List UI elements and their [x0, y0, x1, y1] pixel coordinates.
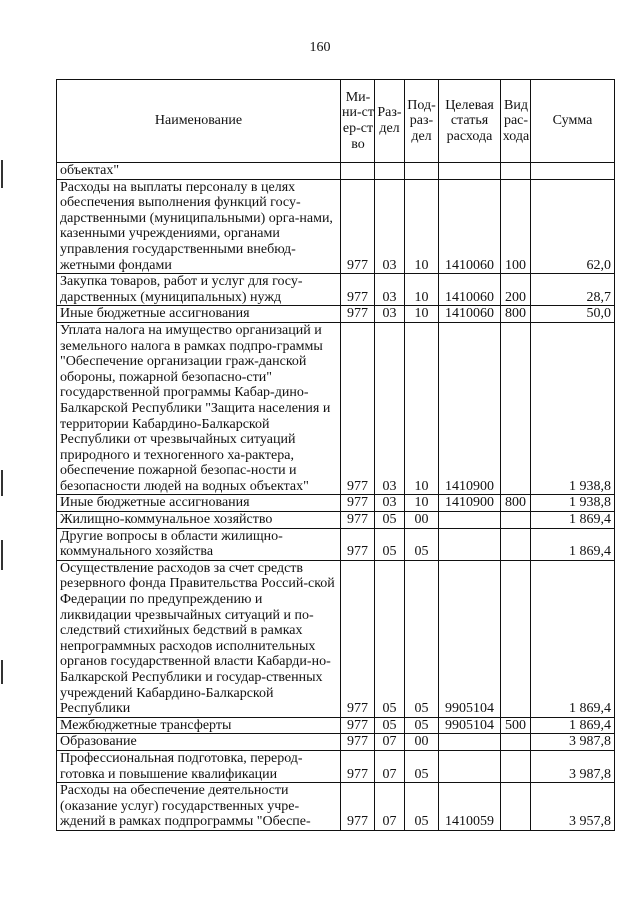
- row-type: [501, 322, 531, 495]
- row-target: 1410059: [439, 783, 501, 831]
- table-row: [57, 306, 615, 323]
- row-type: 100: [501, 179, 531, 274]
- row-target: 9905104: [439, 717, 501, 734]
- row-sum: 28,7: [531, 274, 615, 306]
- row-target: [439, 750, 501, 782]
- row-section: 07: [375, 734, 405, 751]
- header-name: Наименование: [57, 80, 341, 163]
- row-ministry: 977: [341, 717, 375, 734]
- row-name: Межбюджетные трансферты: [57, 717, 341, 734]
- row-type: 200: [501, 274, 531, 306]
- row-name: Иные бюджетные ассигнования: [57, 495, 341, 512]
- row-name: Жилищно-коммунальное хозяйство: [57, 512, 341, 529]
- row-type: [501, 163, 531, 180]
- row-subsection: 00: [405, 734, 439, 751]
- row-section: 05: [375, 528, 405, 560]
- scan-mark: [1, 470, 3, 496]
- table-row: [57, 322, 615, 495]
- table-row: [57, 717, 615, 734]
- row-ministry: 977: [341, 306, 375, 323]
- row-name: Осуществление расходов за счет средств резервного фонда Правительства Россий-ской Федерации по предупреждению и ликвидации чрезвычайных ситуаций и по-следствий стихийных бедствий в рамках непрограммных расходов исполнительных органов государственной власти Кабарди-но-Балкарской Республики и государ-ственных учреждений Кабардино-Балкарской Республики: [57, 560, 341, 717]
- table-row: [57, 179, 615, 274]
- table-row: [57, 734, 615, 751]
- row-subsection: 10: [405, 322, 439, 495]
- row-target: 1410060: [439, 306, 501, 323]
- header-sum: Сумма: [531, 80, 615, 163]
- row-sum: 1 938,8: [531, 322, 615, 495]
- table-row: [57, 783, 615, 831]
- row-section: 03: [375, 322, 405, 495]
- row-subsection: 00: [405, 512, 439, 529]
- row-ministry: [341, 163, 375, 180]
- row-ministry: 977: [341, 512, 375, 529]
- row-type: 500: [501, 717, 531, 734]
- page-number: 160: [309, 40, 331, 55]
- row-type: [501, 560, 531, 717]
- row-subsection: 10: [405, 179, 439, 274]
- header-ministry: [341, 80, 375, 163]
- row-type: 800: [501, 495, 531, 512]
- row-sum: [531, 163, 615, 180]
- header-subsection: [405, 80, 439, 163]
- row-ministry: 977: [341, 179, 375, 274]
- row-ministry: 977: [341, 322, 375, 495]
- row-sum: 62,0: [531, 179, 615, 274]
- row-target: 1410060: [439, 179, 501, 274]
- row-name: Уплата налога на имущество организаций и земельного налога в рамках подпро-граммы "Обеспечение организации граж-данской обороны, пожарной безопасно-сти" государственной программы Кабар-дино-Балкарской Республики "Защита населения и территории Кабардино-Балкарской Республики от чрезвычайных ситуаций природного и техногенного ха-рактера, обеспечение пожарной безопас-ности и безопасности людей на водных объектах": [57, 322, 341, 495]
- header-section: [375, 80, 405, 163]
- row-target: [439, 163, 501, 180]
- row-type: [501, 783, 531, 831]
- table-row: [57, 274, 615, 306]
- row-section: 03: [375, 179, 405, 274]
- row-type: [501, 528, 531, 560]
- row-target: 1410900: [439, 322, 501, 495]
- row-sum: 1 869,4: [531, 560, 615, 717]
- row-section: [375, 163, 405, 180]
- table-row: [57, 528, 615, 560]
- row-name: объектах": [57, 163, 341, 180]
- row-name: Расходы на обеспечение деятельности (оказание услуг) государственных учре-ждений в рамках подпрограммы "Обеспе-: [57, 783, 341, 831]
- row-subsection: 10: [405, 306, 439, 323]
- row-sum: 1 938,8: [531, 495, 615, 512]
- row-sum: 1 869,4: [531, 528, 615, 560]
- row-target: 1410900: [439, 495, 501, 512]
- row-subsection: 05: [405, 783, 439, 831]
- table-row: [57, 495, 615, 512]
- table-row: [57, 163, 615, 180]
- table-row: [57, 750, 615, 782]
- row-section: 03: [375, 274, 405, 306]
- table-row: [57, 560, 615, 717]
- row-subsection: 05: [405, 750, 439, 782]
- row-ministry: 977: [341, 274, 375, 306]
- row-sum: 3 987,8: [531, 750, 615, 782]
- row-section: 07: [375, 783, 405, 831]
- row-section: 05: [375, 512, 405, 529]
- row-target: [439, 734, 501, 751]
- row-sum: 3 957,8: [531, 783, 615, 831]
- row-ministry: 977: [341, 560, 375, 717]
- header-subsection-label: Под-раз-дел: [407, 97, 436, 144]
- row-name: Образование: [57, 734, 341, 751]
- scan-mark: [1, 160, 3, 188]
- row-type: [501, 750, 531, 782]
- row-section: 05: [375, 717, 405, 734]
- row-ministry: 977: [341, 495, 375, 512]
- header-type: [501, 80, 531, 163]
- row-name: Профессиональная подготовка, переpод-готовка и повышение квалификации: [57, 750, 341, 782]
- scan-mark: [1, 540, 3, 570]
- row-subsection: 10: [405, 495, 439, 512]
- row-name: Закупка товаров, работ и услуг для госу-дарственных (муниципальных) нужд: [57, 274, 341, 306]
- scan-mark: [1, 660, 3, 684]
- row-target: [439, 512, 501, 529]
- header-section-label: Раз-дел: [377, 105, 402, 136]
- header-row: [57, 80, 615, 163]
- row-ministry: 977: [341, 528, 375, 560]
- header-target: Целевая статья расхода: [439, 80, 501, 163]
- row-sum: 1 869,4: [531, 717, 615, 734]
- row-sum: 50,0: [531, 306, 615, 323]
- row-section: 03: [375, 306, 405, 323]
- row-sum: 1 869,4: [531, 512, 615, 529]
- row-name: Иные бюджетные ассигнования: [57, 306, 341, 323]
- row-type: [501, 734, 531, 751]
- row-sum: 3 987,8: [531, 734, 615, 751]
- row-subsection: [405, 163, 439, 180]
- row-subsection: 05: [405, 717, 439, 734]
- table-row: [57, 512, 615, 529]
- row-section: 07: [375, 750, 405, 782]
- row-ministry: 977: [341, 750, 375, 782]
- header-type-label: Вид рас-хода: [502, 97, 530, 144]
- row-name: Расходы на выплаты персоналу в целях обеспечения выполнения функций госу-дарственными (муниципальными) орга-нами, казенными учреждениями, органами управления государственными внебюд-жетными фондами: [57, 179, 341, 274]
- row-target: 9905104: [439, 560, 501, 717]
- row-target: 1410060: [439, 274, 501, 306]
- row-subsection: 05: [405, 528, 439, 560]
- budget-table: [56, 79, 615, 831]
- row-subsection: 10: [405, 274, 439, 306]
- row-type: [501, 512, 531, 529]
- row-ministry: 977: [341, 783, 375, 831]
- row-ministry: 977: [341, 734, 375, 751]
- row-target: [439, 528, 501, 560]
- header-ministry-label: Ми-ни-стер-ство: [342, 89, 374, 152]
- row-type: 800: [501, 306, 531, 323]
- row-subsection: 05: [405, 560, 439, 717]
- row-name: Другие вопросы в области жилищно-коммунального хозяйства: [57, 528, 341, 560]
- row-section: 05: [375, 560, 405, 717]
- row-section: 03: [375, 495, 405, 512]
